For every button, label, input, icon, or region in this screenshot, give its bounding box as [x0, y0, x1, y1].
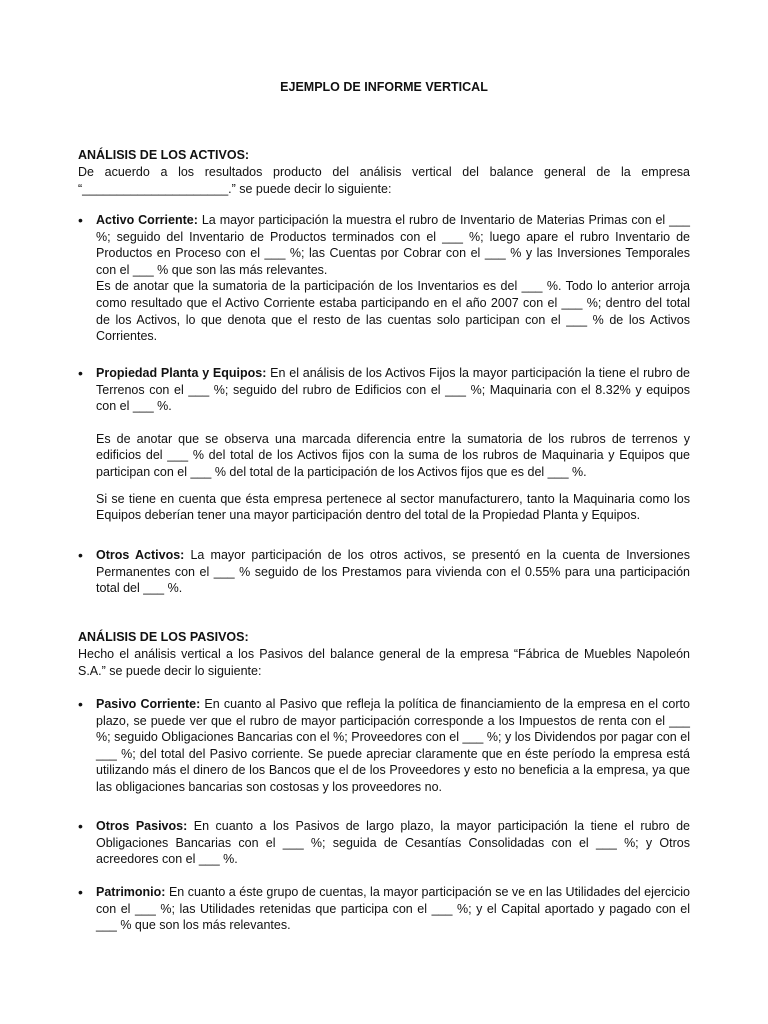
- pasivos-intro: Hecho el análisis vertical a los Pasivos del balance general de la empresa “Fábrica de Muebles Napoleón S.A.” se puede decir lo siguiente:: [78, 647, 690, 678]
- item-term: Activo Corriente:: [96, 213, 198, 227]
- item-extra: Es de anotar que la sumatoria de la participación de los Inventarios es del ___ %. Todo lo anterior arroja como resultado que el Activo Corriente estaba participando en el año 2007 con el ___ %; dentro del total de los Activos, lo que denota que el resto de las cuentas solo participan con el ___ % de los Activos Corrientes.: [96, 279, 690, 344]
- item-term: Patrimonio:: [96, 885, 166, 899]
- bullet-icon: •: [78, 547, 83, 563]
- list-item-propiedad-planta: [78, 365, 690, 524]
- list-item-otros-pasivos: [78, 818, 690, 868]
- bullet-icon: •: [78, 696, 83, 712]
- list-item-pasivo-corriente: [78, 696, 690, 796]
- bullet-icon: •: [78, 212, 83, 228]
- item-term: Pasivo Corriente:: [96, 697, 201, 711]
- item-text: La mayor participación de los otros activos, se presentó en la cuenta de Inversiones Permanentes con el ___ % seguido de los Prestamos para vivienda con el 0.55% para una participación total del ___ %.: [96, 548, 690, 596]
- section-heading-pasivos: ANÁLISIS DE LOS PASIVOS:: [78, 630, 249, 644]
- item-term: Propiedad Planta y Equipos:: [96, 366, 267, 380]
- bullet-icon: •: [78, 818, 83, 834]
- item-text: En cuanto a éste grupo de cuentas, la mayor participación se ve en las Utilidades del ejercicio con el ___ %; las Utilidades retenidas que participa con el ___ %; y el Capital aportado y pagado con el ___ % que son los más relevantes.: [96, 885, 690, 933]
- item-term: Otros Activos:: [96, 548, 185, 562]
- bullet-icon: •: [78, 884, 83, 900]
- item-text: En cuanto a los Pasivos de largo plazo, la mayor participación la tiene el rubro de Obligaciones Bancarias con el ___ %; seguida de Cesantías Consolidadas con el ___ %; y Otros acreedores con el ___ %.: [96, 819, 690, 867]
- item-text: En cuanto al Pasivo que refleja la política de financiamiento de la empresa en el corto plazo, se puede ver que el rubro de mayor participación corresponde a los Impuestos de renta con el ___ %; seguido Obligaciones Bancarias con el %; Proveedores con el ___ %; y los Dividendos por pagar con el ___ %; del total del Pasivo corriente. Se puede apreciar claramente que en éste período la empresa está utilizando más el dinero de los Bancos que el de los Proveedores y esto no beneficia a la empresa, ya que las obligaciones bancarias son costosas y los proveedores no.: [96, 697, 690, 794]
- activos-intro: De acuerdo a los resultados producto del análisis vertical del balance general de la empresa “_____________________.” se puede decir lo siguiente:: [78, 165, 690, 196]
- item-text: La mayor participación la muestra el rubro de Inventario de Materias Primas con el ___ %; seguido del Inventario de Productos terminados con el ___ %; luego apare el rubro Inventario de Productos en Proceso con el ___ %; las Cuentas por Cobrar con el ___ % y las Inversiones Temporales con el ___ % que son las más relevantes.: [96, 213, 690, 277]
- item-term: Otros Pasivos:: [96, 819, 188, 833]
- item-extra-2: Si se tiene en cuenta que ésta empresa pertenece al sector manufacturero, tanto la Maquinaria como los Equipos deberían tener una mayor participación dentro del total de la Propiedad Planta y Equipos.: [96, 491, 690, 523]
- document-title: EJEMPLO DE INFORME VERTICAL: [280, 80, 488, 94]
- bullet-icon: •: [78, 365, 83, 381]
- list-item-activo-corriente: [78, 212, 690, 345]
- section-heading-activos: ANÁLISIS DE LOS ACTIVOS:: [78, 148, 250, 162]
- list-item-otros-activos: [78, 547, 690, 597]
- item-text: En el análisis de los Activos Fijos la mayor participación la tiene el rubro de Terrenos con el ___ %; seguido del rubro de Edificios con el ___ %; Maquinaria con el 8.32% y equipos con el ___ %.: [96, 366, 690, 414]
- item-extra: Es de anotar que se observa una marcada diferencia entre la sumatoria de los rubros de terrenos y edificios del ___ % del total de los Activos fijos con la suma de los rubros de Maquinaria y Equipos que participan con el ___ % del total de la participación de los Activos fijos que es del ___ %.: [96, 431, 690, 479]
- list-item-patrimonio: [78, 884, 690, 934]
